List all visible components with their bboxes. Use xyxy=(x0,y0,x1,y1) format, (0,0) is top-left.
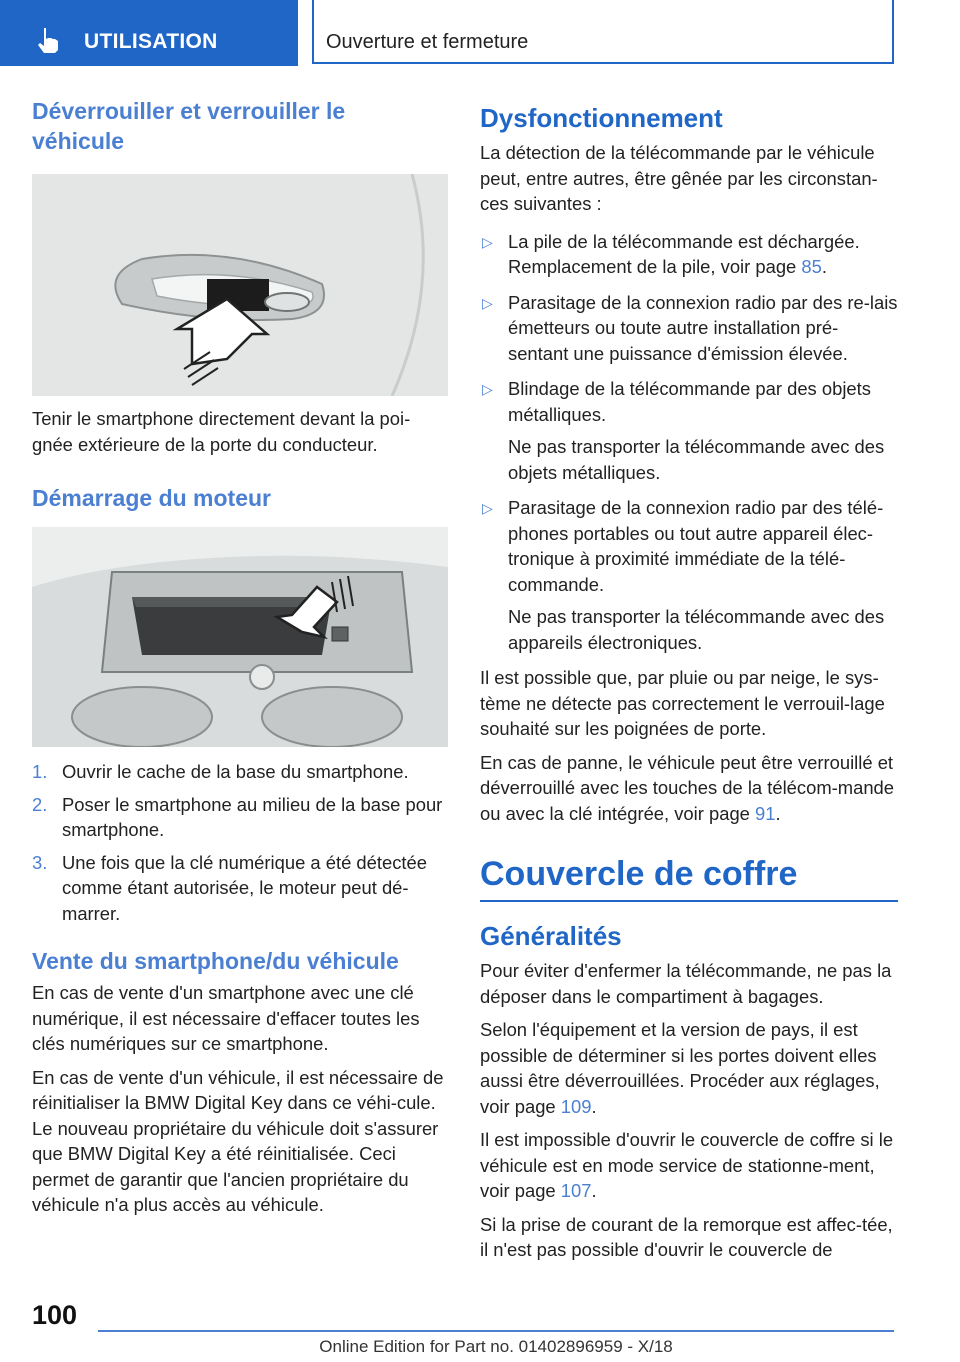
general-text-2 xyxy=(480,1017,898,1119)
heading-unlock: Déverrouiller et verrouiller le véhicule xyxy=(32,98,346,154)
bullet-text: Parasitage de la connexion radio par des télé-phones portables ou tout autre appareil élec-tronique à proximité immédiate de la télé-commande. xyxy=(508,497,884,595)
footer-rule xyxy=(98,1330,894,1332)
chapter-title: Ouverture et fermeture xyxy=(326,31,529,53)
step-text: Poser le smartphone au milieu de la base pour smartphone. xyxy=(62,793,443,840)
list-item xyxy=(480,229,898,280)
triangle-bullet-icon: ▷ xyxy=(482,294,493,311)
step-text: Une fois que la clé numérique a été détectée comme étant autorisée, le moteur peut dé-marrer. xyxy=(62,851,427,924)
page-link[interactable]: 107 xyxy=(560,1180,592,1201)
unlock-text: Tenir le smartphone directement devant la poi-gnée extérieure de la porte du conducteur. xyxy=(32,408,411,455)
section-title: UTILISATION xyxy=(84,30,218,53)
rain-text: Il est possible que, par pluie ou par neige, le sys-tème ne détecte pas correctement le verrouil-lage souhaité sur les poignées de porte. xyxy=(480,667,885,739)
door-handle-image xyxy=(32,174,448,396)
engine-start-steps xyxy=(32,759,450,926)
heading-malfunction: Dysfonctionnement xyxy=(480,103,723,133)
heading-trunk-lid: Couvercle de coffre xyxy=(480,855,798,893)
bullet-text: Blindage de la télécommande par des objets métalliques. xyxy=(508,378,871,425)
step-number: 3. xyxy=(32,851,48,873)
smartphone-tray-illustration xyxy=(32,527,448,747)
smartphone-tray-image xyxy=(32,527,448,747)
sale-smartphone-text: En cas de vente d'un smartphone avec une clé numérique, il est nécessaire d'effacer toutes les clés numériques sur ce smartphone. xyxy=(32,982,420,1054)
step-number: 2. xyxy=(32,793,48,815)
bullet-text: La pile de la télécommande est déchargée. Remplacement de la pile, voir page xyxy=(508,230,860,277)
bullet-text: Parasitage de la connexion radio par des re-lais émetteurs ou toute autre installation pré-sentant une puissance d'émission élevée. xyxy=(508,291,898,364)
triangle-bullet-icon: ▷ xyxy=(482,500,493,516)
page-link[interactable]: 109 xyxy=(560,1095,592,1117)
general-text-3-body: Il est impossible d'ouvrir le couvercle de coffre si le véhicule est en mode service de stationne-ment, voir page xyxy=(480,1129,894,1201)
list-item xyxy=(32,792,450,843)
general-text-3-end: . xyxy=(591,1180,597,1201)
list-item xyxy=(480,495,898,655)
footer-edition: Online Edition for Part no. 01402896959 - X/18 xyxy=(319,1337,673,1356)
failure-text-body: En cas de panne, le véhicule peut être verrouillé et déverrouillé avec les touches de la télécom-mande ou avec la clé intégrée, voir page xyxy=(480,751,895,824)
failure-text-end: . xyxy=(775,802,781,824)
hand-pointer-icon xyxy=(34,26,60,54)
heading-engine-start: Démarrage du moteur xyxy=(32,485,272,511)
general-text-2-body: Selon l'équipement et la version de pays, il est possible de déterminer si les portes doivent elles aussi être déverrouillées. Procéder aux réglages, voir page xyxy=(480,1019,880,1117)
bullet-subtext: Ne pas transporter la télécommande avec des objets métalliques. xyxy=(508,436,885,483)
general-text-1: Pour éviter d'enfermer la télécommande, ne pas la déposer dans le compartiment à bagages. xyxy=(480,960,892,1007)
step-number: 1. xyxy=(32,761,48,782)
page-header xyxy=(0,0,960,66)
list-item xyxy=(32,759,450,785)
page-link[interactable]: 85 xyxy=(801,256,822,277)
bullet-subtext: Ne pas transporter la télécommande avec des appareils électroniques. xyxy=(508,606,885,653)
heading-sale: Vente du smartphone/du véhicule xyxy=(32,948,399,974)
door-handle-illustration xyxy=(32,174,448,396)
left-column xyxy=(32,96,450,1226)
failure-text xyxy=(480,750,898,827)
sale-vehicle-text: En cas de vente d'un véhicule, il est nécessaire de réinitialiser la BMW Digital Key dans ce véhi-cule. Le nouveau propriétaire du véhicule doit s'assurer que BMW Digital Key a été réinitialisée. Ceci permet de garantir que l'ancien propriétaire du véhicule n'a plus accès au véhicule. xyxy=(32,1066,444,1215)
general-text-4: Si la prise de courant de la remorque est affec-tée, il n'est pas possible d'ouvrir le couvercle de xyxy=(480,1213,893,1260)
list-item xyxy=(480,290,898,367)
heading-general: Généralités xyxy=(480,921,622,951)
malfunction-intro: La détection de la télécommande par le véhicule peut, entre autres, être gênée par les circonstan-ces suivantes : xyxy=(480,142,878,214)
triangle-bullet-icon: ▷ xyxy=(482,233,493,250)
step-text: Ouvrir le cache de la base du smartphone. xyxy=(62,761,409,782)
heading-rule xyxy=(480,900,898,902)
list-item xyxy=(32,850,450,927)
list-item xyxy=(480,376,898,485)
general-text-3 xyxy=(480,1127,898,1204)
malfunction-list xyxy=(480,229,898,656)
triangle-bullet-icon: ▷ xyxy=(482,381,493,397)
general-text-2-end: . xyxy=(591,1095,597,1117)
bullet-end: . xyxy=(821,256,827,277)
page-link[interactable]: 91 xyxy=(755,802,776,824)
right-column xyxy=(480,96,898,1271)
page-number: 100 xyxy=(32,1300,78,1330)
